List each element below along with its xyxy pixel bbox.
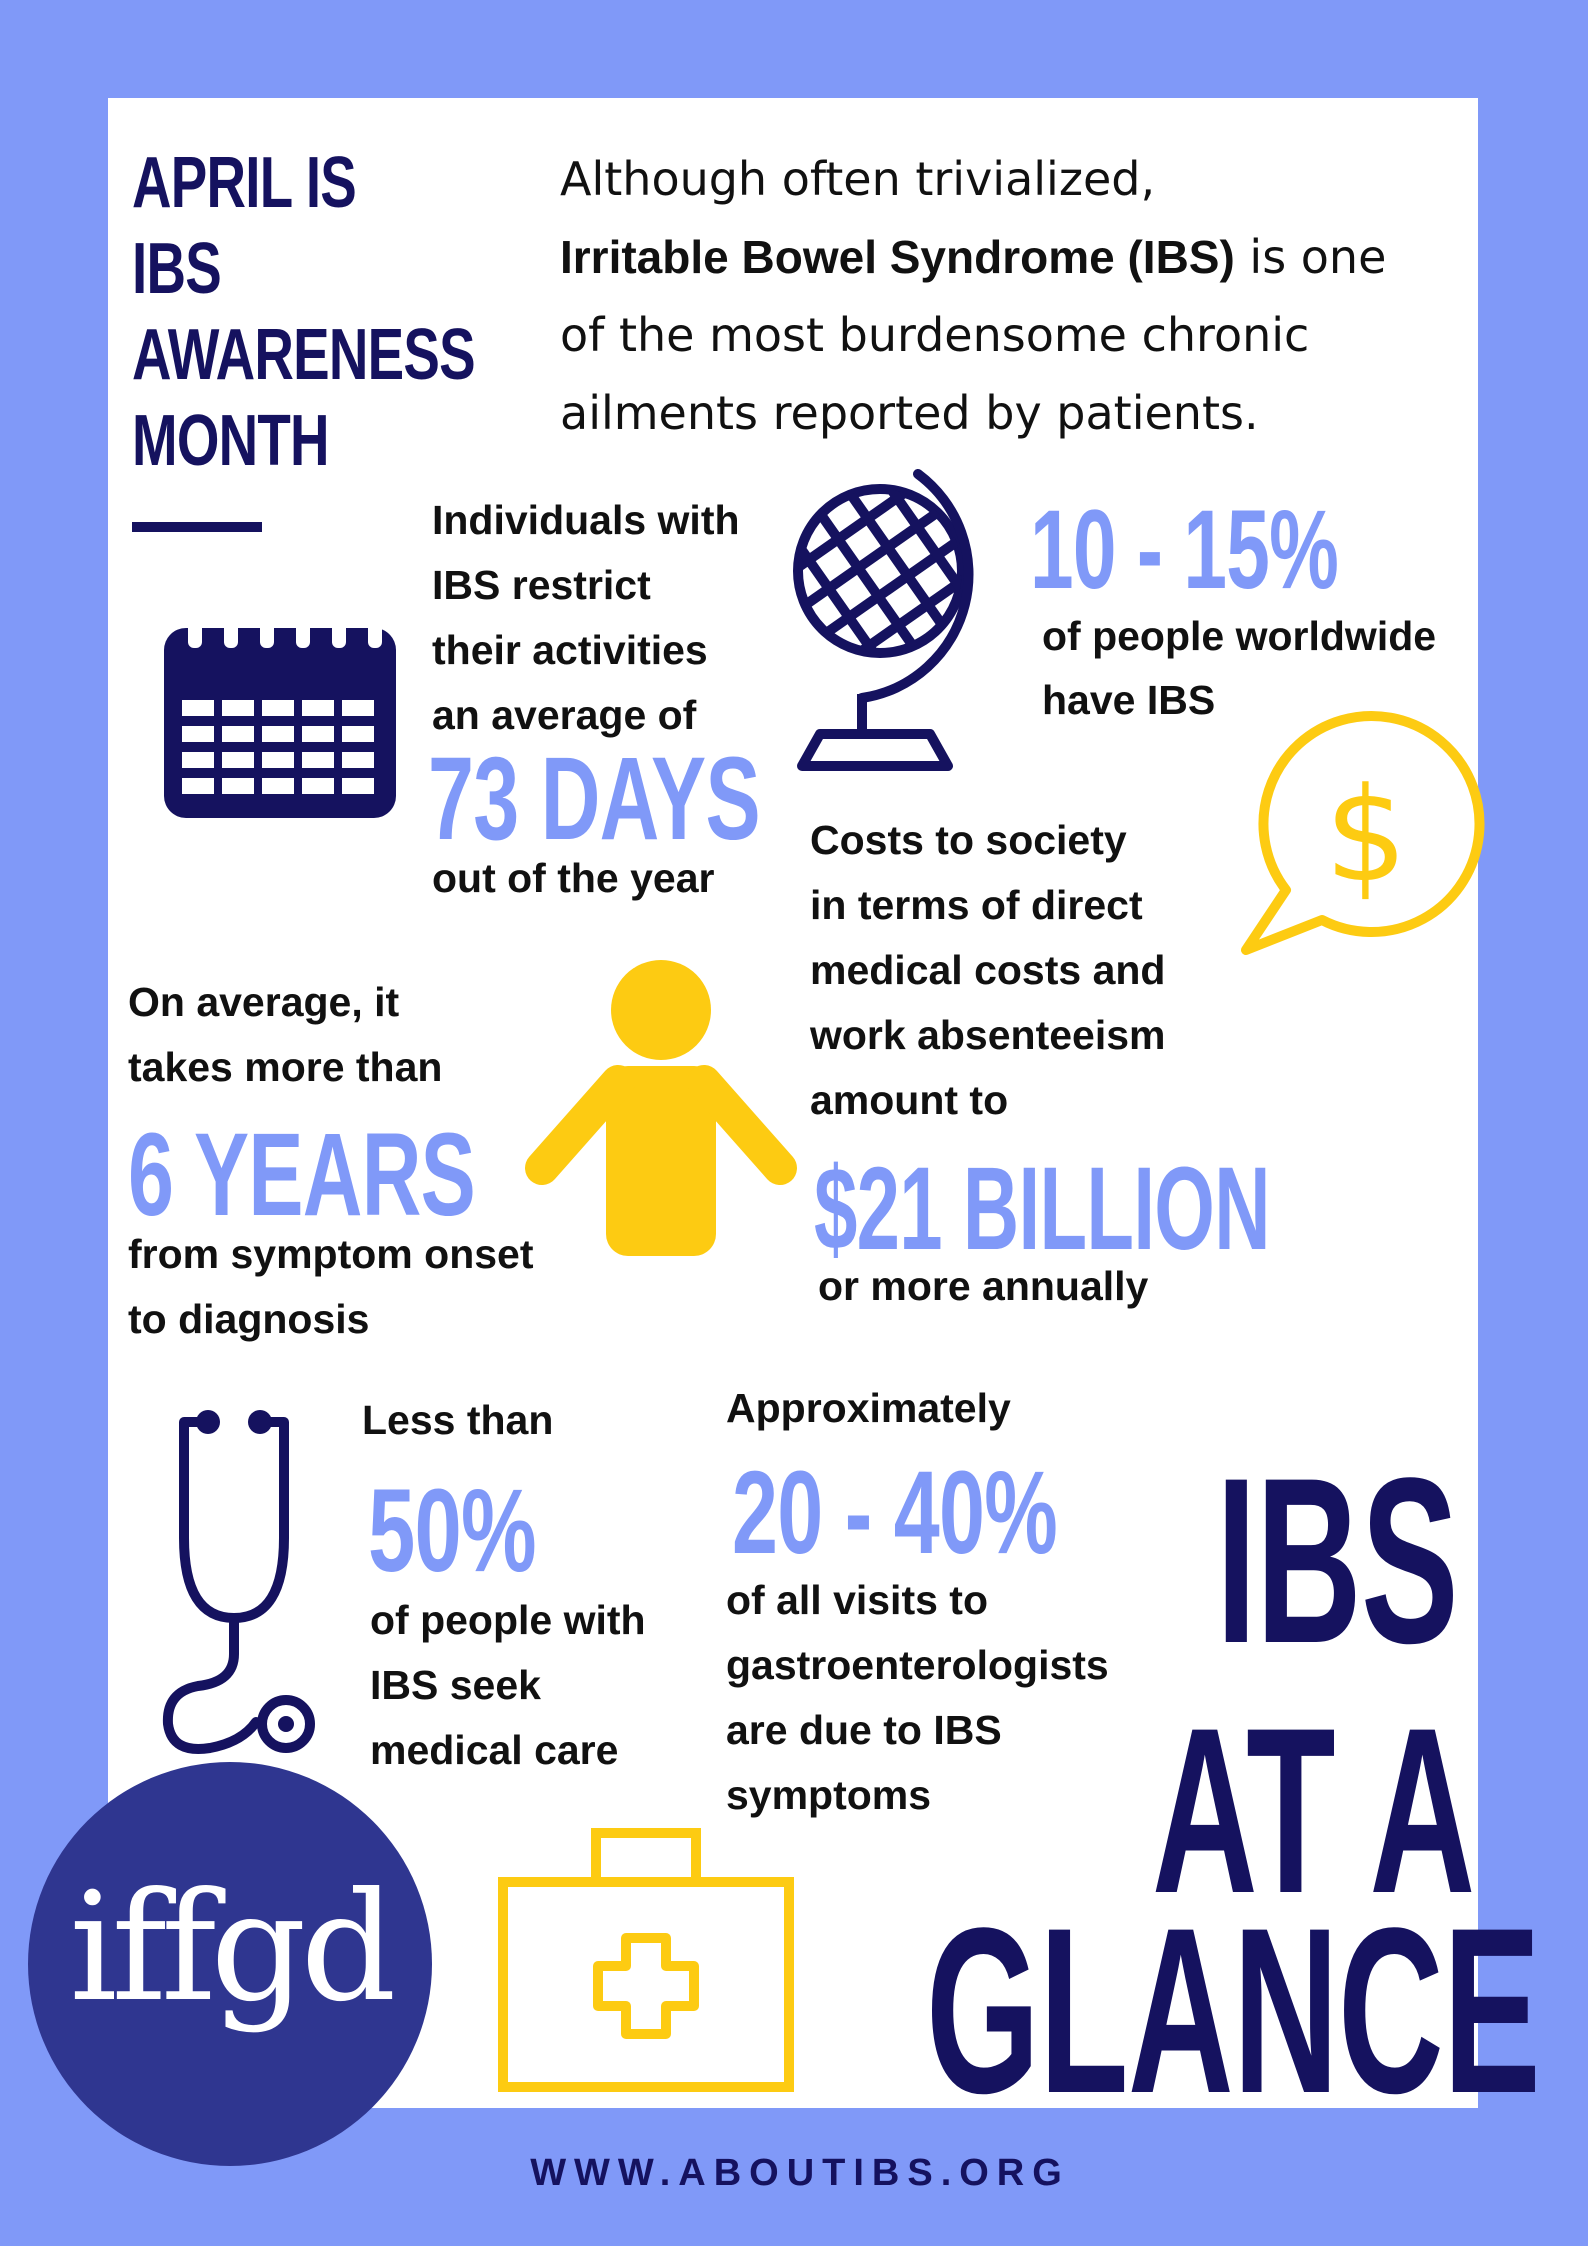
title-line: IBS — [132, 229, 221, 309]
glance-line-1: IBS — [1216, 1429, 1459, 1693]
activities-after: out of the year — [432, 855, 715, 901]
visits-after-line: gastroenterologists — [726, 1642, 1109, 1688]
globe-icon — [780, 466, 990, 776]
intro-line: Although often trivialized, — [560, 152, 1156, 206]
diagnosis-after — [128, 1222, 534, 1352]
costs-line: Costs to society — [810, 817, 1127, 863]
diagnosis-after-line: from symptom onset — [128, 1231, 534, 1277]
visits-before: Approximately — [726, 1385, 1011, 1431]
visits-value: 20 - 40% — [732, 1447, 1058, 1579]
costs-value: $21 BILLION — [814, 1143, 1270, 1275]
costs-line: work absenteeism — [810, 1012, 1166, 1058]
visits-after — [726, 1568, 1109, 1828]
person-icon — [520, 960, 802, 1256]
title-block — [132, 140, 583, 484]
calendar-icon — [164, 618, 396, 818]
intro-line: of the most burdensome chronic — [560, 308, 1310, 362]
care-value: 50% — [368, 1465, 536, 1597]
iffgd-logo-text: iffgd — [69, 1861, 391, 2035]
care-after-line: IBS seek — [370, 1662, 541, 1708]
worldwide-line: of people worldwide — [1042, 613, 1437, 659]
visits-after-line: are due to IBS — [726, 1707, 1002, 1753]
title-underline — [132, 522, 262, 532]
costs-description — [810, 808, 1166, 1133]
title-line: APRIL IS — [132, 143, 356, 223]
diagnosis-description — [128, 970, 442, 1100]
care-after-line: medical care — [370, 1727, 619, 1773]
dollar-speech-bubble-icon — [1234, 730, 1474, 960]
visits-after-line: symptoms — [726, 1772, 932, 1818]
title-line: MONTH — [132, 401, 329, 481]
costs-line: amount to — [810, 1077, 1009, 1123]
worldwide-value: 10 - 15% — [1030, 487, 1339, 612]
costs-after: or more annually — [818, 1263, 1149, 1309]
intro-paragraph — [560, 140, 1386, 452]
diagnosis-after-line: to diagnosis — [128, 1296, 370, 1342]
medical-kit-icon — [498, 1828, 794, 2092]
intro-line — [560, 218, 1386, 296]
stethoscope-icon — [160, 1408, 320, 1760]
activities-line: Individuals with — [432, 497, 740, 543]
glance-line-2: AT A — [1152, 1679, 1475, 1943]
care-before: Less than — [362, 1397, 554, 1443]
intro-suffix: is one — [1234, 230, 1387, 284]
glance-line-3: GLANCE — [926, 1879, 1541, 2143]
care-after-line: of people with — [370, 1597, 646, 1643]
activities-line: an average of — [432, 692, 697, 738]
costs-line: medical costs and — [810, 947, 1166, 993]
care-after — [370, 1588, 646, 1783]
diagnosis-line: On average, it — [128, 979, 400, 1025]
diagnosis-line: takes more than — [128, 1044, 443, 1090]
svg-text:$: $ — [1324, 759, 1408, 911]
costs-line: in terms of direct — [810, 882, 1143, 928]
intro-bold: Irritable Bowel Syndrome (IBS) — [560, 231, 1235, 283]
activities-line: their activities — [432, 627, 708, 673]
worldwide-line: have IBS — [1042, 677, 1216, 723]
visits-after-line: of all visits to — [726, 1577, 988, 1623]
iffgd-logo — [28, 1762, 432, 2166]
activities-description — [432, 488, 740, 748]
title-line: AWARENESS — [132, 315, 475, 395]
footer-url[interactable]: WWW.ABOUTIBS.ORG — [530, 2152, 1070, 2194]
intro-line: ailments reported by patients. — [560, 386, 1259, 440]
activities-value: 73 DAYS — [428, 733, 760, 865]
activities-line: IBS restrict — [432, 562, 651, 608]
diagnosis-value: 6 YEARS — [128, 1109, 476, 1241]
